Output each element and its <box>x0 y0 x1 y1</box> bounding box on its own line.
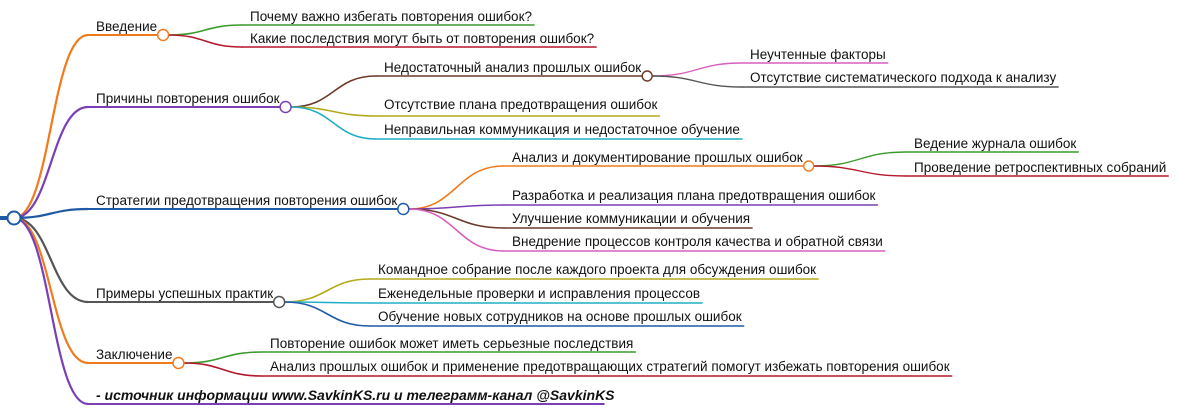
sub-link-3-0 <box>285 279 370 302</box>
leaf-link-1-0-1 <box>652 76 742 87</box>
branch-node-0[interactable] <box>158 30 169 41</box>
sub-label-1-0[interactable]: Недостаточный анализ прошлых ошибок <box>384 60 642 75</box>
sub-label-3-2[interactable]: Обучение новых сотрудников на основе прошлых ошибок <box>378 309 742 324</box>
branch-label-1[interactable]: Причины повторения ошибок <box>96 91 280 106</box>
leaf-label-2-0-1[interactable]: Проведение ретроспективных собраний <box>914 160 1167 175</box>
leaf-label-2-0-0[interactable]: Ведение журнала ошибок <box>914 136 1077 151</box>
sub-link-4-1 <box>184 363 262 376</box>
branch-label-2[interactable]: Стратегии предотвращения повторения ошибок <box>96 193 398 208</box>
branch-node-2[interactable] <box>398 204 409 215</box>
branch-node-4[interactable] <box>173 358 184 369</box>
branch-link-0 <box>14 35 88 218</box>
branch-label-4[interactable]: Заключение <box>96 347 173 362</box>
sub-link-2-0 <box>409 166 504 209</box>
leaf-label-1-0-0[interactable]: Неучтенные факторы <box>750 47 886 62</box>
sub-link-2-2 <box>409 209 504 228</box>
sub-label-4-0[interactable]: Повторение ошибок может иметь серьезные последствия <box>270 336 634 351</box>
leaf-link-1-0-0 <box>652 63 742 76</box>
branch-label-3[interactable]: Примеры успешных практик <box>96 286 274 301</box>
branch-label-0[interactable]: Введение <box>96 19 158 34</box>
root-node[interactable] <box>8 212 21 225</box>
sub-label-2-3[interactable]: Внедрение процессов контроля качества и обратной связи <box>512 234 883 249</box>
sub-link-3-2 <box>285 302 370 326</box>
branch-link-4 <box>14 218 88 363</box>
sub-link-0-0 <box>169 25 242 35</box>
sub-label-1-2[interactable]: Неправильная коммуникация и недостаточное обучение <box>384 122 740 137</box>
sub-label-1-1[interactable]: Отсутствие плана предотвращения ошибок <box>384 97 658 112</box>
sub-label-4-1[interactable]: Анализ прошлых ошибок и применение предотвращающих стратегий помогут избежать повторения ошибок <box>270 359 950 374</box>
sub-label-3-1[interactable]: Еженедельные проверки и исправления процессов <box>378 286 700 301</box>
sub-link-0-1 <box>169 35 242 47</box>
leaf-link-2-0-0 <box>814 152 906 166</box>
sub-label-0-1[interactable]: Какие последствия могут быть от повторения ошибок? <box>250 31 595 46</box>
source-note[interactable]: - источник информации www.SavkinKS.ru и телеграмм-канал @SavkinKS <box>96 387 615 403</box>
sub-link-1-0 <box>291 76 376 107</box>
sub-node-2-0[interactable] <box>804 161 814 171</box>
sub-link-4-0 <box>184 352 262 363</box>
leaf-label-1-0-1[interactable]: Отсутствие систематического подхода к анализу <box>750 70 1057 85</box>
sub-label-2-2[interactable]: Улучшение коммуникации и обучения <box>512 211 751 226</box>
sub-node-1-0[interactable] <box>642 71 652 81</box>
branch-link-5 <box>14 218 88 404</box>
sub-label-0-0[interactable]: Почему важно избегать повторения ошибок? <box>250 9 532 24</box>
sub-link-2-3 <box>409 209 504 251</box>
leaf-link-2-0-1 <box>814 166 906 176</box>
sub-label-2-0[interactable]: Анализ и документирование прошлых ошибок <box>512 150 803 165</box>
branch-node-1[interactable] <box>280 102 291 113</box>
sub-label-2-1[interactable]: Разработка и реализация плана предотвращения ошибок <box>512 188 876 203</box>
branch-node-3[interactable] <box>274 297 285 308</box>
sub-label-3-0[interactable]: Командное собрание после каждого проекта для обсуждения ошибок <box>378 262 817 277</box>
